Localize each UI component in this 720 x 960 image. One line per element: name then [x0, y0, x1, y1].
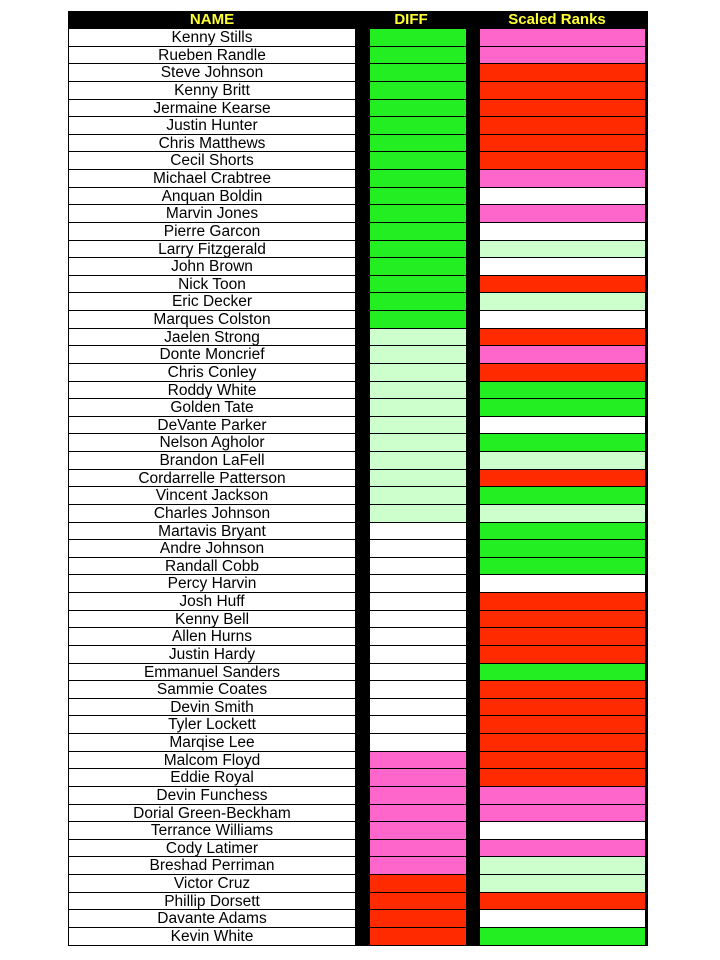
- player-name: Brandon LaFell: [69, 452, 355, 470]
- table-row: [68, 188, 648, 206]
- diff-cell: [370, 857, 466, 875]
- scaled-rank-cell: [480, 910, 645, 928]
- player-name: Kenny Britt: [69, 82, 355, 100]
- player-name: Cecil Shorts: [69, 152, 355, 170]
- player-name: Tyler Lockett: [69, 716, 355, 734]
- table-row: [68, 399, 648, 417]
- header-row: [68, 11, 648, 29]
- diff-cell: [370, 505, 466, 523]
- scaled-rank-cell: [480, 117, 645, 135]
- scaled-rank-cell: [480, 29, 645, 47]
- player-name: Golden Tate: [69, 399, 355, 417]
- diff-cell: [370, 346, 466, 364]
- diff-cell: [370, 910, 466, 928]
- table-row: [68, 523, 648, 541]
- table-row: [68, 699, 648, 717]
- player-name: Emmanuel Sanders: [69, 664, 355, 682]
- table-row: [68, 47, 648, 65]
- player-name: Rueben Randle: [69, 47, 355, 65]
- table-row: [68, 170, 648, 188]
- player-name: DeVante Parker: [69, 417, 355, 435]
- diff-cell: [370, 540, 466, 558]
- diff-cell: [370, 293, 466, 311]
- diff-cell: [370, 805, 466, 823]
- player-name: Marqise Lee: [69, 734, 355, 752]
- scaled-rank-cell: [480, 505, 645, 523]
- table-row: [68, 417, 648, 435]
- table-row: [68, 311, 648, 329]
- table-row: [68, 135, 648, 153]
- diff-cell: [370, 329, 466, 347]
- table-row: [68, 575, 648, 593]
- player-name: Charles Johnson: [69, 505, 355, 523]
- player-name: Roddy White: [69, 382, 355, 400]
- scaled-rank-cell: [480, 893, 645, 911]
- table-row: [68, 805, 648, 823]
- player-name: Dorial Green-Beckham: [69, 805, 355, 823]
- player-name: Pierre Garcon: [69, 223, 355, 241]
- table-row: [68, 152, 648, 170]
- scaled-rank-cell: [480, 170, 645, 188]
- diff-cell: [370, 646, 466, 664]
- scaled-rank-cell: [480, 787, 645, 805]
- scaled-rank-cell: [480, 100, 645, 118]
- table-row: [68, 558, 648, 576]
- scaled-rank-cell: [480, 135, 645, 153]
- table-row: [68, 452, 648, 470]
- diff-cell: [370, 523, 466, 541]
- player-name: Davante Adams: [69, 910, 355, 928]
- table-row: [68, 505, 648, 523]
- player-name: Justin Hardy: [69, 646, 355, 664]
- player-name: John Brown: [69, 258, 355, 276]
- player-name: Chris Conley: [69, 364, 355, 382]
- player-name: Josh Huff: [69, 593, 355, 611]
- table-row: [68, 893, 648, 911]
- player-name: Kevin White: [69, 928, 355, 946]
- table-row: [68, 840, 648, 858]
- player-name: Jaelen Strong: [69, 329, 355, 347]
- diff-cell: [370, 452, 466, 470]
- player-name: Devin Smith: [69, 699, 355, 717]
- scaled-rank-cell: [480, 346, 645, 364]
- diff-cell: [370, 276, 466, 294]
- scaled-rank-cell: [480, 434, 645, 452]
- player-name: Sammie Coates: [69, 681, 355, 699]
- diff-cell: [370, 364, 466, 382]
- scaled-rank-cell: [480, 276, 645, 294]
- diff-cell: [370, 628, 466, 646]
- player-name: Marques Colston: [69, 311, 355, 329]
- header-scaled-ranks: Scaled Ranks: [508, 11, 606, 28]
- table-row: [68, 64, 648, 82]
- player-name: Devin Funchess: [69, 787, 355, 805]
- diff-cell: [370, 575, 466, 593]
- scaled-rank-cell: [480, 769, 645, 787]
- player-name: Nick Toon: [69, 276, 355, 294]
- player-name: Andre Johnson: [69, 540, 355, 558]
- player-name: Eric Decker: [69, 293, 355, 311]
- player-name: Randall Cobb: [69, 558, 355, 576]
- diff-cell: [370, 135, 466, 153]
- diff-cell: [370, 82, 466, 100]
- diff-cell: [370, 382, 466, 400]
- scaled-rank-cell: [480, 575, 645, 593]
- scaled-rank-cell: [480, 822, 645, 840]
- scaled-rank-cell: [480, 329, 645, 347]
- player-name: Steve Johnson: [69, 64, 355, 82]
- diff-cell: [370, 822, 466, 840]
- table-row: [68, 646, 648, 664]
- scaled-rank-cell: [480, 452, 645, 470]
- scaled-rank-cell: [480, 928, 645, 946]
- diff-cell: [370, 117, 466, 135]
- scaled-rank-cell: [480, 188, 645, 206]
- diff-cell: [370, 470, 466, 488]
- header-name: NAME: [189, 11, 235, 28]
- table-row: [68, 664, 648, 682]
- table-row: [68, 346, 648, 364]
- table-row: [68, 205, 648, 223]
- scaled-rank-cell: [480, 399, 645, 417]
- scaled-rank-cell: [480, 487, 645, 505]
- table-row: [68, 787, 648, 805]
- scaled-rank-cell: [480, 258, 645, 276]
- diff-cell: [370, 487, 466, 505]
- scaled-rank-cell: [480, 734, 645, 752]
- player-name: Michael Crabtree: [69, 170, 355, 188]
- player-name: Breshad Perriman: [69, 857, 355, 875]
- table-row: [68, 487, 648, 505]
- scaled-rank-cell: [480, 716, 645, 734]
- player-name: Phillip Dorsett: [69, 893, 355, 911]
- player-name: Larry Fitzgerald: [69, 241, 355, 259]
- scaled-rank-cell: [480, 558, 645, 576]
- diff-cell: [370, 664, 466, 682]
- diff-cell: [370, 769, 466, 787]
- diff-cell: [370, 258, 466, 276]
- diff-cell: [370, 434, 466, 452]
- scaled-rank-cell: [480, 293, 645, 311]
- player-name: Marvin Jones: [69, 205, 355, 223]
- player-name: Jermaine Kearse: [69, 100, 355, 118]
- table-row: [68, 364, 648, 382]
- player-name: Justin Hunter: [69, 117, 355, 135]
- diff-cell: [370, 928, 466, 946]
- diff-cell: [370, 170, 466, 188]
- player-name: Terrance Williams: [69, 822, 355, 840]
- table-row: [68, 769, 648, 787]
- diff-cell: [370, 47, 466, 65]
- scaled-rank-cell: [480, 311, 645, 329]
- diff-cell: [370, 893, 466, 911]
- table-row: [68, 241, 648, 259]
- diff-cell: [370, 205, 466, 223]
- table-row: [68, 910, 648, 928]
- diff-cell: [370, 417, 466, 435]
- player-name: Victor Cruz: [69, 875, 355, 893]
- table-row: [68, 540, 648, 558]
- scaled-rank-cell: [480, 593, 645, 611]
- table-row: [68, 29, 648, 47]
- table-row: [68, 470, 648, 488]
- scaled-rank-cell: [480, 223, 645, 241]
- table-body: [68, 29, 648, 946]
- player-name: Eddie Royal: [69, 769, 355, 787]
- scaled-rank-cell: [480, 152, 645, 170]
- player-name: Kenny Bell: [69, 611, 355, 629]
- header-diff: DIFF: [394, 11, 428, 28]
- table-row: [68, 716, 648, 734]
- scaled-rank-cell: [480, 611, 645, 629]
- player-name: Martavis Bryant: [69, 523, 355, 541]
- diff-cell: [370, 223, 466, 241]
- table-row: [68, 293, 648, 311]
- player-name: Percy Harvin: [69, 575, 355, 593]
- table-row: [68, 382, 648, 400]
- player-name: Cordarrelle Patterson: [69, 470, 355, 488]
- scaled-rank-cell: [480, 205, 645, 223]
- scaled-rank-cell: [480, 646, 645, 664]
- player-name: Kenny Stills: [69, 29, 355, 47]
- scaled-rank-cell: [480, 875, 645, 893]
- table-row: [68, 857, 648, 875]
- player-name: Anquan Boldin: [69, 188, 355, 206]
- diff-cell: [370, 100, 466, 118]
- scaled-rank-cell: [480, 540, 645, 558]
- diff-cell: [370, 241, 466, 259]
- player-name: Allen Hurns: [69, 628, 355, 646]
- table-row: [68, 258, 648, 276]
- diff-cell: [370, 64, 466, 82]
- player-name: Malcom Floyd: [69, 752, 355, 770]
- diff-cell: [370, 611, 466, 629]
- table-row: [68, 100, 648, 118]
- diff-cell: [370, 311, 466, 329]
- table-row: [68, 822, 648, 840]
- table-row: [68, 875, 648, 893]
- diff-cell: [370, 188, 466, 206]
- player-name: Donte Moncrief: [69, 346, 355, 364]
- scaled-rank-cell: [480, 417, 645, 435]
- diff-cell: [370, 699, 466, 717]
- table-row: [68, 434, 648, 452]
- table-row: [68, 611, 648, 629]
- table-row: [68, 82, 648, 100]
- diff-cell: [370, 558, 466, 576]
- scaled-rank-cell: [480, 752, 645, 770]
- scaled-rank-cell: [480, 47, 645, 65]
- table-row: [68, 276, 648, 294]
- scaled-rank-cell: [480, 470, 645, 488]
- rankings-table: [68, 11, 648, 946]
- diff-cell: [370, 787, 466, 805]
- table-row: [68, 329, 648, 347]
- diff-cell: [370, 734, 466, 752]
- scaled-rank-cell: [480, 64, 645, 82]
- diff-cell: [370, 752, 466, 770]
- table-row: [68, 223, 648, 241]
- diff-cell: [370, 681, 466, 699]
- diff-cell: [370, 840, 466, 858]
- diff-cell: [370, 593, 466, 611]
- diff-cell: [370, 152, 466, 170]
- table-row: [68, 734, 648, 752]
- scaled-rank-cell: [480, 681, 645, 699]
- scaled-rank-cell: [480, 523, 645, 541]
- scaled-rank-cell: [480, 382, 645, 400]
- diff-cell: [370, 716, 466, 734]
- table-row: [68, 928, 648, 946]
- table-row: [68, 681, 648, 699]
- scaled-rank-cell: [480, 840, 645, 858]
- scaled-rank-cell: [480, 699, 645, 717]
- scaled-rank-cell: [480, 857, 645, 875]
- player-name: Chris Matthews: [69, 135, 355, 153]
- player-name: Cody Latimer: [69, 840, 355, 858]
- table-row: [68, 593, 648, 611]
- diff-cell: [370, 29, 466, 47]
- scaled-rank-cell: [480, 805, 645, 823]
- scaled-rank-cell: [480, 82, 645, 100]
- player-name: Vincent Jackson: [69, 487, 355, 505]
- diff-cell: [370, 875, 466, 893]
- table-row: [68, 752, 648, 770]
- scaled-rank-cell: [480, 628, 645, 646]
- table-row: [68, 117, 648, 135]
- diff-cell: [370, 399, 466, 417]
- scaled-rank-cell: [480, 664, 645, 682]
- table-row: [68, 628, 648, 646]
- player-name: Nelson Agholor: [69, 434, 355, 452]
- scaled-rank-cell: [480, 241, 645, 259]
- scaled-rank-cell: [480, 364, 645, 382]
